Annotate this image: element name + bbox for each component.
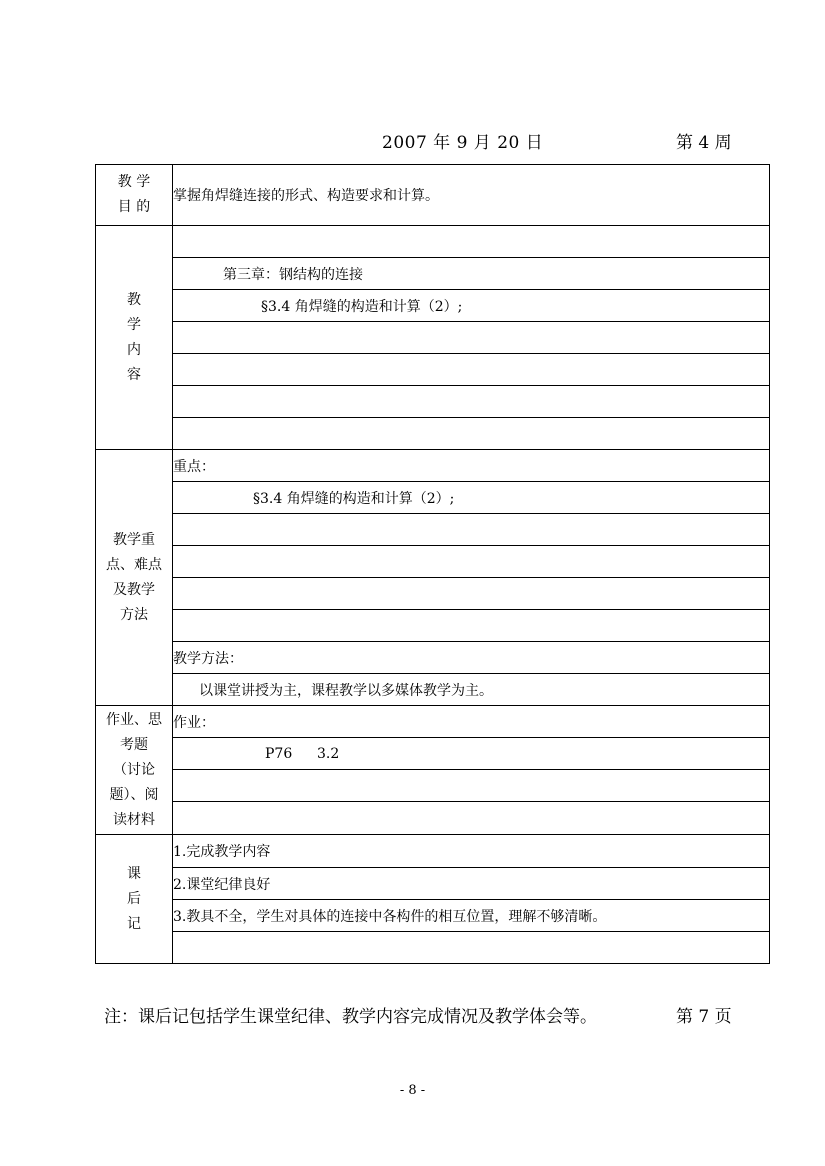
afterclass-blank-line	[173, 932, 770, 964]
homework-page-ref: P76	[265, 745, 293, 762]
homework-problem: 3.2	[317, 745, 340, 762]
afterclass-row	[96, 835, 770, 868]
afterclass-row	[96, 932, 770, 964]
objective-text: 掌握角焊缝连接的形式、构造要求和计算。	[173, 165, 770, 226]
method-title: 教学方法：	[173, 642, 770, 674]
homework-row	[96, 770, 770, 802]
content-blank-line	[173, 386, 770, 418]
page-label: 第 7 页	[676, 1007, 732, 1027]
keypoints-blank-line	[173, 610, 770, 642]
lesson-date: 2007 年 9 月 20 日	[382, 133, 544, 153]
afterclass-row	[96, 868, 770, 900]
afterclass-label: 课 后 记	[96, 835, 173, 964]
footer-note: 注：课后记包括学生课堂纪律、教学内容完成情况及教学体会等。	[104, 1007, 597, 1027]
content-row	[96, 226, 770, 258]
content-row	[96, 322, 770, 354]
content-row	[96, 386, 770, 418]
homework-row	[96, 738, 770, 770]
objective-label: 教 学 目 的	[96, 165, 173, 226]
keypoints-row	[96, 578, 770, 610]
afterclass-note: 1.完成教学内容	[173, 835, 770, 868]
content-row	[96, 290, 770, 322]
section-title: §3.4 角焊缝的构造和计算（2）;	[173, 290, 770, 322]
content-blank-line	[173, 418, 770, 450]
afterclass-note: 2.课堂纪律良好	[173, 868, 770, 900]
keypoints-row	[96, 546, 770, 578]
content-label: 教 学 内 容	[96, 226, 173, 450]
keypoints-row	[96, 450, 770, 482]
homework-blank-line	[173, 802, 770, 835]
content-row	[96, 418, 770, 450]
keypoints-row	[96, 674, 770, 706]
keypoints-row	[96, 642, 770, 674]
content-blank-line	[173, 226, 770, 258]
lesson-plan-table	[95, 164, 770, 964]
homework-title: 作业：	[173, 706, 770, 738]
homework-blank-line	[173, 770, 770, 802]
focus-item: §3.4 角焊缝的构造和计算（2）;	[173, 482, 770, 514]
objective-row	[96, 165, 770, 226]
homework-assignment	[173, 738, 770, 770]
page-number: - 8 -	[399, 1083, 426, 1098]
homework-row	[96, 706, 770, 738]
keypoints-blank-line	[173, 546, 770, 578]
method-text: 以课堂讲授为主，课程教学以多媒体教学为主。	[173, 674, 770, 706]
keypoints-label: 教学重 点、难点 及教学 方法	[96, 450, 173, 706]
afterclass-row	[96, 900, 770, 932]
keypoints-blank-line	[173, 578, 770, 610]
week-number: 第 4 周	[676, 133, 732, 153]
homework-row	[96, 802, 770, 835]
content-blank-line	[173, 354, 770, 386]
content-blank-line	[173, 322, 770, 354]
afterclass-note: 3.教具不全，学生对具体的连接中各构件的相互位置，理解不够清晰。	[173, 900, 770, 932]
chapter-title: 第三章：钢结构的连接	[173, 258, 770, 290]
keypoints-row	[96, 514, 770, 546]
content-row	[96, 354, 770, 386]
keypoints-blank-line	[173, 514, 770, 546]
focus-title: 重点：	[173, 450, 770, 482]
homework-label: 作业、思 考题 （讨论 题）、阅 读材料	[96, 706, 173, 835]
keypoints-row	[96, 610, 770, 642]
content-row	[96, 258, 770, 290]
keypoints-row	[96, 482, 770, 514]
